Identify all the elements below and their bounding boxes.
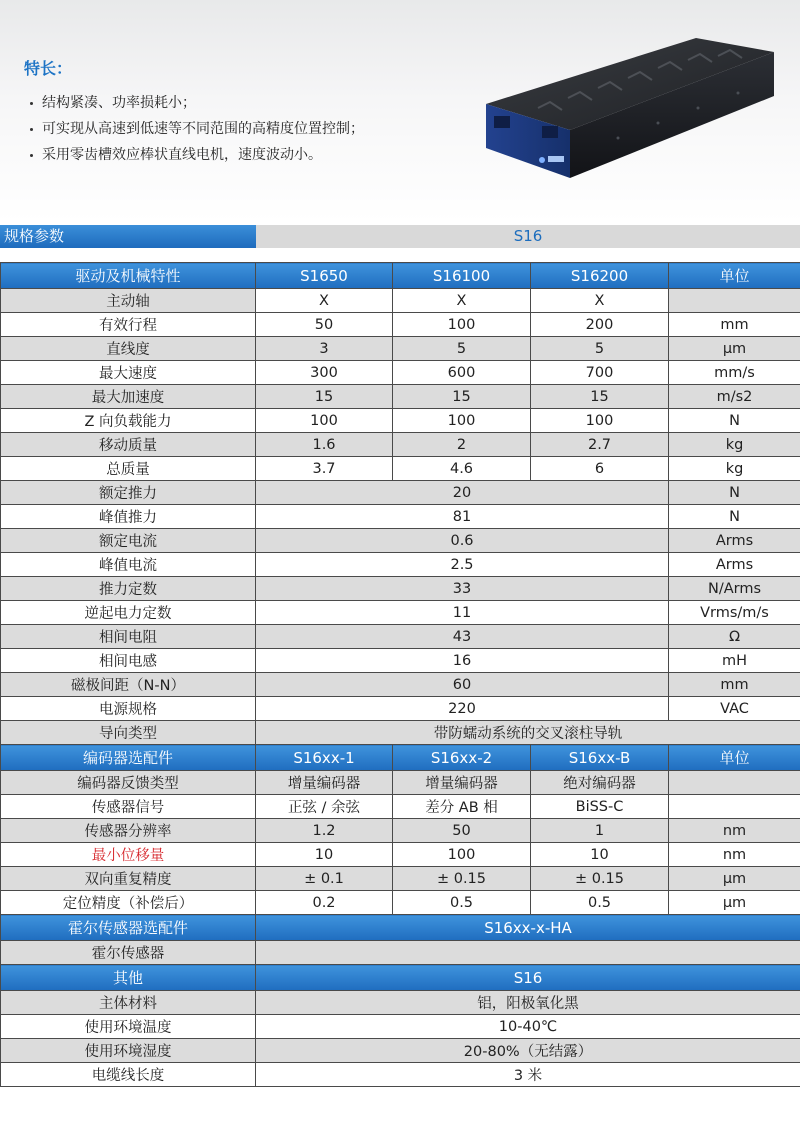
value-cell: 11 [256,601,669,625]
header-cell: S16xx-B [531,745,669,771]
value-cell: 5 [531,337,669,361]
table-row [1,771,800,795]
value-cell: 15 [256,385,393,409]
unit-cell [669,795,800,819]
param-cell: 逆起电力定数 [1,601,256,625]
value-cell: 2.5 [256,553,669,577]
value-cell: 5 [393,337,531,361]
value-cell: 铝，阳极氧化黑 [256,991,800,1015]
value-cell: 43 [256,625,669,649]
table-row [1,385,800,409]
spec-table [0,262,800,1087]
param-cell: 传感器信号 [1,795,256,819]
param-cell: 主体材料 [1,991,256,1015]
table-row [1,505,800,529]
unit-cell: mH [669,649,800,673]
value-cell: 20 [256,481,669,505]
spec-section-label: 规格参数 [0,225,256,248]
features-list [30,90,364,168]
unit-cell: N/Arms [669,577,800,601]
unit-cell: μm [669,891,800,915]
unit-cell [669,289,800,313]
value-cell: 60 [256,673,669,697]
unit-cell: kg [669,433,800,457]
table-row [1,409,800,433]
spec-header-bar [0,225,800,248]
table-row [1,991,800,1015]
value-cell: X [256,289,393,313]
table-row [1,795,800,819]
value-cell: 3 米 [256,1063,800,1087]
unit-cell: Ω [669,625,800,649]
header-cell: 编码器选配件 [1,745,256,771]
header-cell: S16200 [531,263,669,289]
feature-banner [0,0,800,222]
param-cell: 总质量 [1,457,256,481]
param-cell: 最大加速度 [1,385,256,409]
unit-cell: mm/s [669,361,800,385]
value-cell: 1.2 [256,819,393,843]
table-row [1,1015,800,1039]
value-cell: 10 [256,843,393,867]
unit-cell: Vrms/m/s [669,601,800,625]
value-cell: 100 [393,313,531,337]
table-row [1,601,800,625]
header-cell: S16 [256,965,800,991]
value-cell: 增量编码器 [393,771,531,795]
param-cell: 峰值推力 [1,505,256,529]
unit-cell: N [669,409,800,433]
unit-cell: N [669,481,800,505]
value-cell: 20-80%（无结露） [256,1039,800,1063]
table-row [1,891,800,915]
table-row [1,313,800,337]
unit-cell: μm [669,867,800,891]
value-cell: X [393,289,531,313]
param-cell: 电缆线长度 [1,1063,256,1087]
param-cell: 有效行程 [1,313,256,337]
table-row [1,673,800,697]
header-cell: 驱动及机械特性 [1,263,256,289]
value-cell: 220 [256,697,669,721]
header-cell: 其他 [1,965,256,991]
unit-cell [669,771,800,795]
value-cell: 带防蠕动系统的交叉滚柱导轨 [256,721,800,745]
value-cell: 100 [393,843,531,867]
value-cell: 0.5 [531,891,669,915]
value-cell: ± 0.15 [393,867,531,891]
param-cell: 直线度 [1,337,256,361]
param-cell: 最大速度 [1,361,256,385]
header-cell: 霍尔传感器选配件 [1,915,256,941]
feature-item: 采用零齿槽效应棒状直线电机，速度波动小。 [30,142,364,168]
table-row [1,843,800,867]
value-cell: 2.7 [531,433,669,457]
unit-cell: m/s2 [669,385,800,409]
param-cell: 使用环境温度 [1,1015,256,1039]
unit-cell: mm [669,673,800,697]
table-header-row [1,915,800,941]
spec-model-name: S16 [256,225,800,248]
value-cell: 0.2 [256,891,393,915]
value-cell: 50 [393,819,531,843]
param-cell: 相间电阻 [1,625,256,649]
header-cell: S16xx-x-HA [256,915,800,941]
value-cell: 600 [393,361,531,385]
table-row [1,553,800,577]
unit-cell: Arms [669,553,800,577]
value-cell: 2 [393,433,531,457]
features-title: 特长： [24,59,73,78]
value-cell: 3 [256,337,393,361]
table-row [1,697,800,721]
table-row [1,649,800,673]
table-row [1,867,800,891]
header-cell: S16xx-2 [393,745,531,771]
table-row [1,625,800,649]
value-cell: 0.6 [256,529,669,553]
unit-cell: μm [669,337,800,361]
value-cell: 正弦 / 余弦 [256,795,393,819]
unit-cell: Arms [669,529,800,553]
header-cell: S1650 [256,263,393,289]
value-cell: 100 [256,409,393,433]
param-cell: 峰值电流 [1,553,256,577]
linear-stage-product-image [478,30,778,190]
table-row [1,1063,800,1087]
param-cell: 霍尔传感器 [1,941,256,965]
param-cell: 相间电感 [1,649,256,673]
table-header-row [1,965,800,991]
table-row [1,481,800,505]
unit-cell: nm [669,843,800,867]
value-cell: 1 [531,819,669,843]
value-cell: 81 [256,505,669,529]
unit-cell: VAC [669,697,800,721]
header-cell: S16100 [393,263,531,289]
param-cell: 传感器分辨率 [1,819,256,843]
value-cell: 6 [531,457,669,481]
value-cell: 15 [393,385,531,409]
table-header-row [1,745,800,771]
value-cell: 700 [531,361,669,385]
param-cell: 最小位移量 [1,843,256,867]
table-row [1,361,800,385]
table-row [1,337,800,361]
header-cell: 单位 [669,745,800,771]
param-cell: 额定推力 [1,481,256,505]
unit-cell: mm [669,313,800,337]
table-row [1,433,800,457]
param-cell: 主动轴 [1,289,256,313]
value-cell: 增量编码器 [256,771,393,795]
header-cell: S16xx-1 [256,745,393,771]
value-cell: 100 [531,409,669,433]
value-cell: 33 [256,577,669,601]
value-cell: 4.6 [393,457,531,481]
param-cell: 使用环境湿度 [1,1039,256,1063]
unit-cell: N [669,505,800,529]
param-cell: 磁极间距（N-N） [1,673,256,697]
param-cell: 移动质量 [1,433,256,457]
table-header-row [1,263,800,289]
value-cell: 100 [393,409,531,433]
param-cell: 额定电流 [1,529,256,553]
value-cell: 绝对编码器 [531,771,669,795]
value-cell: 1.6 [256,433,393,457]
param-cell: 双向重复精度 [1,867,256,891]
param-cell: 电源规格 [1,697,256,721]
table-row [1,721,800,745]
value-cell: 3.7 [256,457,393,481]
feature-item: 结构紧凑、功率损耗小； [30,90,364,116]
param-cell: 导向类型 [1,721,256,745]
value-cell: 50 [256,313,393,337]
value-cell: ± 0.1 [256,867,393,891]
value-cell: 10 [531,843,669,867]
value-cell: X [531,289,669,313]
header-cell: 单位 [669,263,800,289]
value-cell: 0.5 [393,891,531,915]
value-cell: 200 [531,313,669,337]
unit-cell: kg [669,457,800,481]
value-cell: 15 [531,385,669,409]
param-cell: 定位精度（补偿后） [1,891,256,915]
param-cell: 编码器反馈类型 [1,771,256,795]
unit-cell: nm [669,819,800,843]
param-cell: Z 向负载能力 [1,409,256,433]
value-cell: 300 [256,361,393,385]
table-row [1,1039,800,1063]
param-cell: 推力定数 [1,577,256,601]
feature-item: 可实现从高速到低速等不同范围的高精度位置控制； [30,116,364,142]
value-cell [256,941,800,965]
value-cell: 10-40℃ [256,1015,800,1039]
value-cell: 16 [256,649,669,673]
table-row [1,941,800,965]
table-row [1,289,800,313]
table-row [1,529,800,553]
value-cell: 差分 AB 相 [393,795,531,819]
table-row [1,457,800,481]
table-row [1,819,800,843]
value-cell: ± 0.15 [531,867,669,891]
table-row [1,577,800,601]
value-cell: BiSS-C [531,795,669,819]
